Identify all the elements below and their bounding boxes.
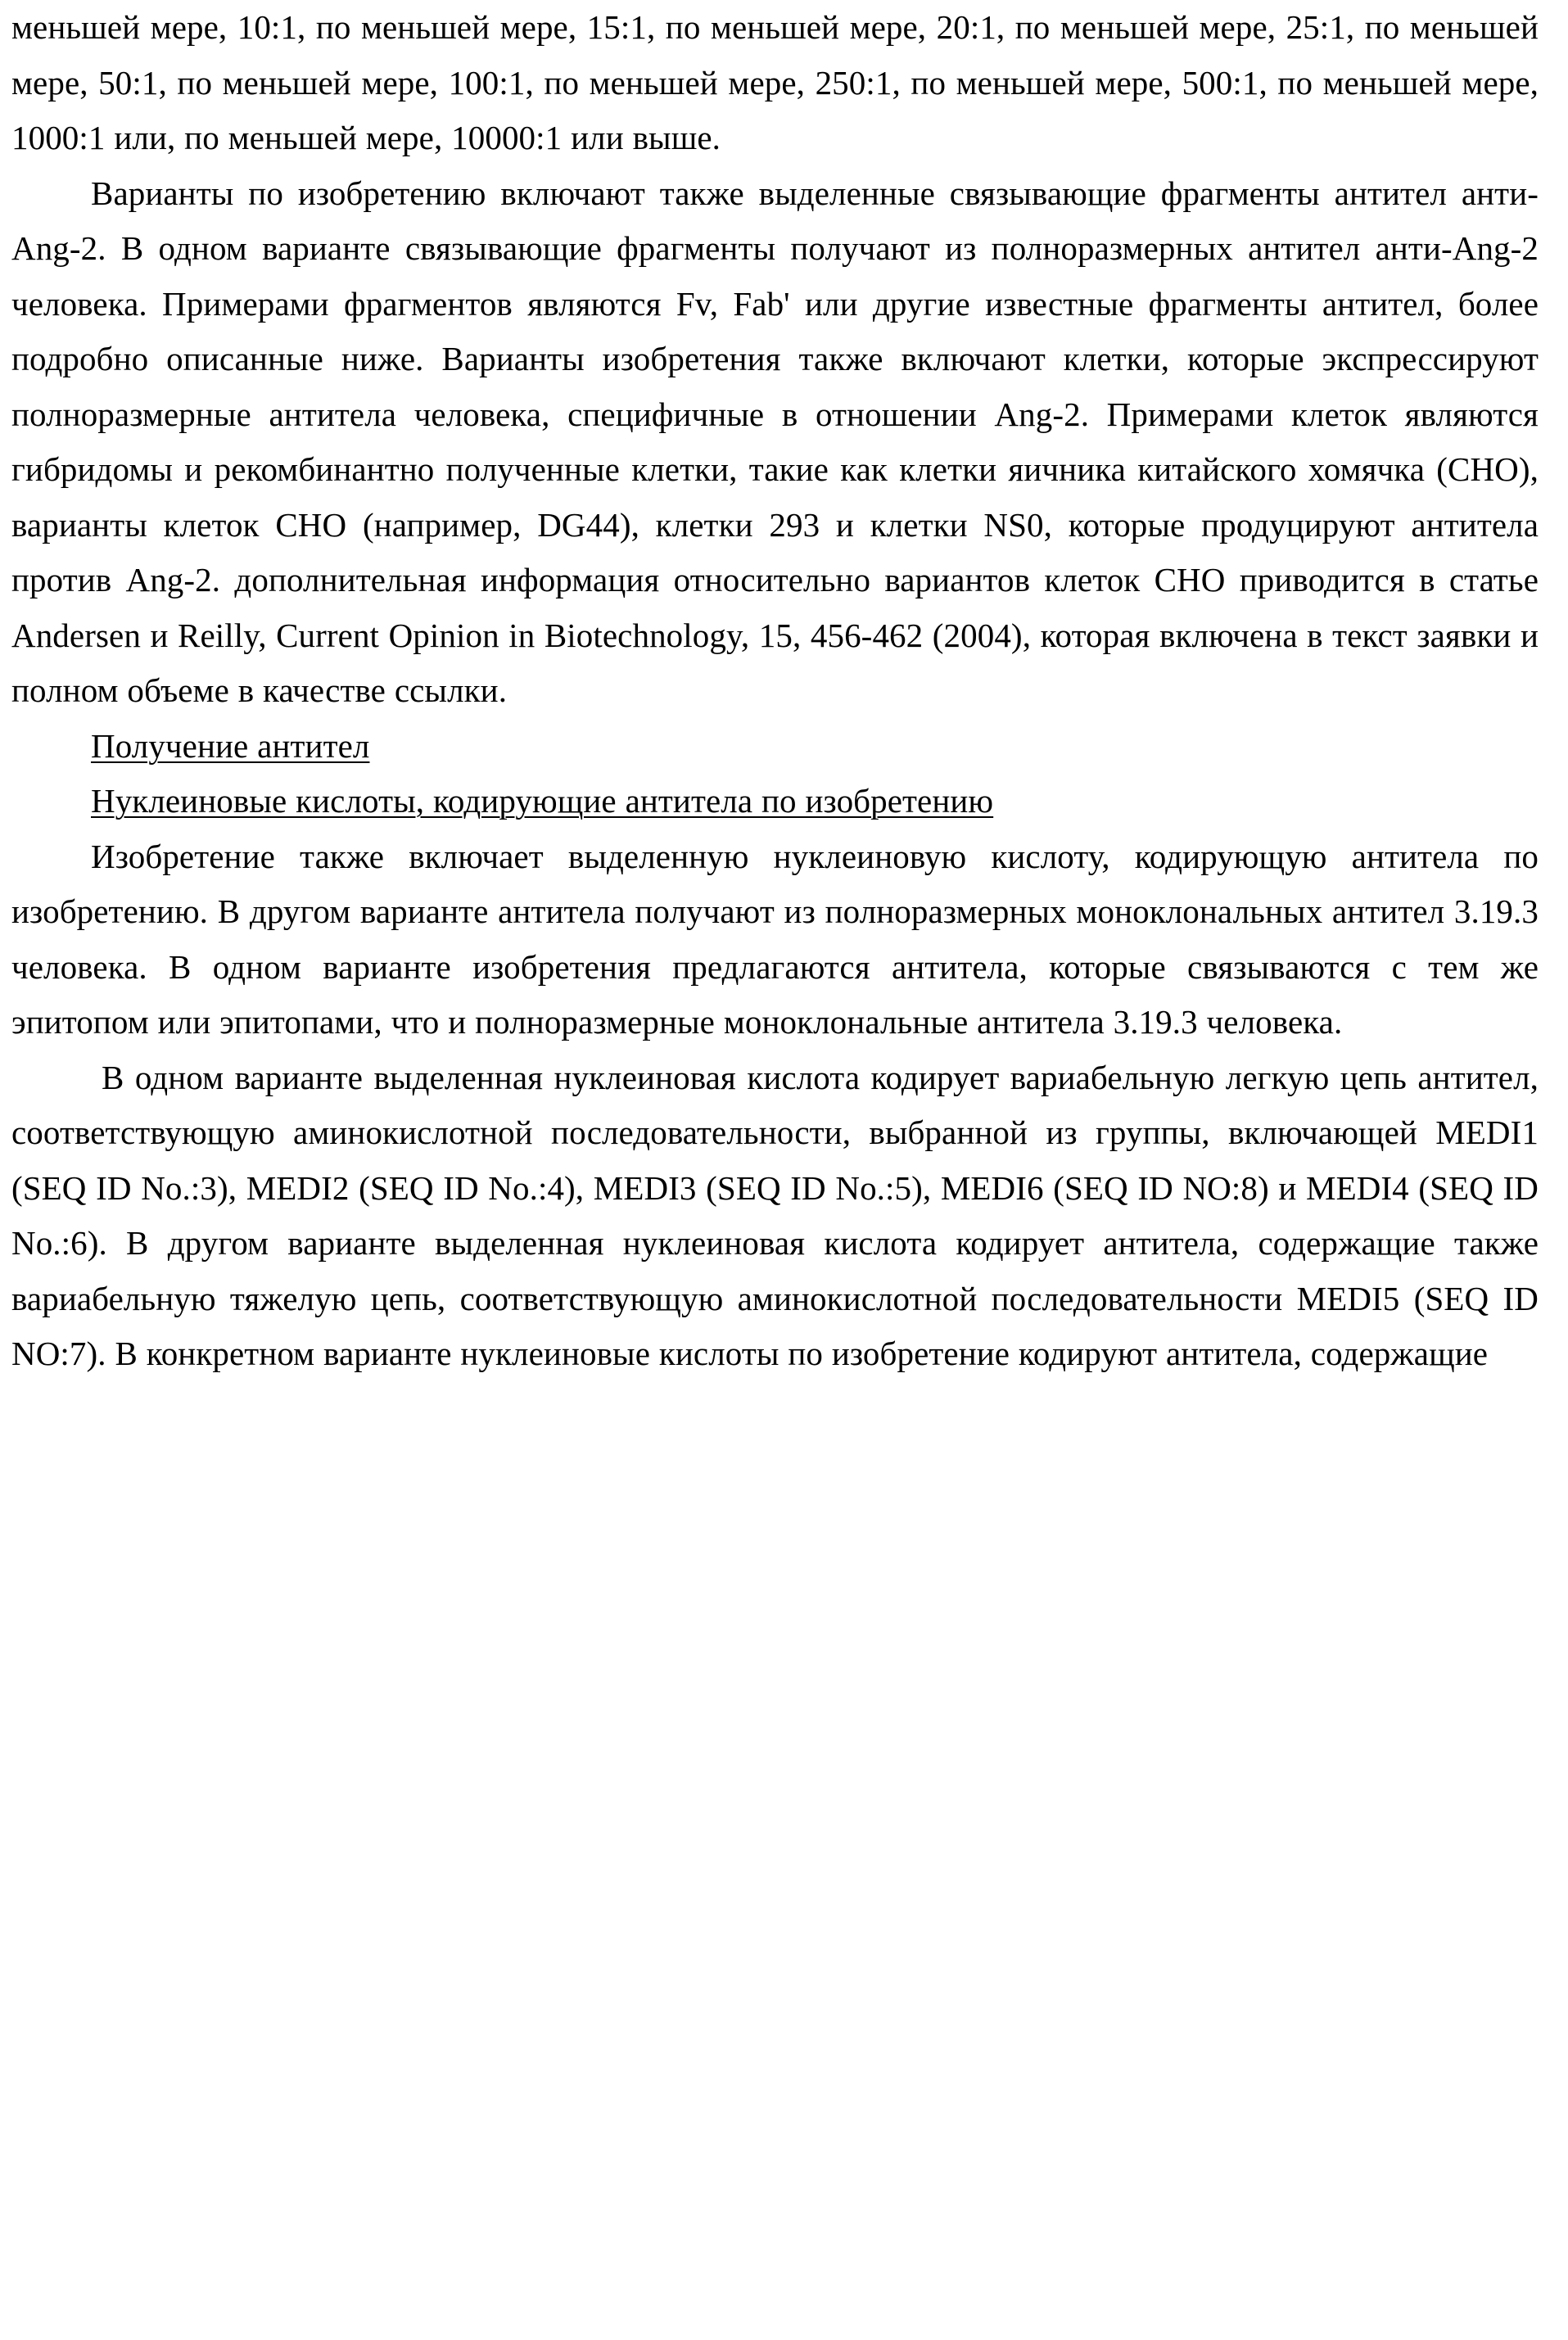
- paragraph-ratios: меньшей мере, 10:1, по меньшей мере, 15:1, по меньшей мере, 20:1, по меньшей мере, 25:1, по меньшей мере, 50:1, по меньшей мере, 100:1, по меньшей мере, 250:1, по меньшей мере, 500:1, по меньшей мере, 1000:1 или, по меньшей мере, 10000:1 или выше.: [11, 8, 1539, 156]
- paragraph-binding-fragments: Варианты по изобретению включают также выделенные связывающие фрагменты антител анти-Ang-2. В одном варианте связывающие фрагменты получают из полноразмерных антител анти-Ang-2 человека. Примерами фрагментов являются Fv, Fab' или другие известные фрагменты антител, более подробно описанные ниже. Варианты изобретения также включают клетки, которые экспрессируют полноразмерные антитела человека, специфичные в отношении Ang-2. Примерами клеток являются гибридомы и рекомбинантно полученные клетки, такие как клетки яичника китайского хомячка (CHO), варианты клеток CHO (например, DG44), клетки 293 и клетки NS0, которые продуцируют антитела против Ang-2. дополнительная информация относительно вариантов клеток CHO приводится в статье Andersen и Reilly, Current Opinion in Biotechnology, 15, 456-462 (2004), которая включена в текст заявки и полном объеме в качестве ссылки.: [11, 174, 1539, 709]
- document-body: [11, 0, 1539, 1382]
- heading-nucleic-acids-label: Нуклеиновые кислоты, кодирующие антитела по изобретению: [91, 782, 994, 820]
- paragraph-seq-ids: В одном варианте выделенная нуклеиновая кислота кодирует вариабельную легкую цепь антител, соответствующую аминокислотной последовательности, выбранной из группы, включающей MEDI1 (SEQ ID No.:3), MEDI2 (SEQ ID No.:4), MEDI3 (SEQ ID No.:5), MEDI6 (SEQ ID NO:8) и MEDI4 (SEQ ID No.:6). В другом варианте выделенная нуклеиновая кислота кодирует антитела, содержащие также вариабельную тяжелую цепь, соответствующую аминокислотной последовательности MEDI5 (SEQ ID NO:7). В конкретном варианте нуклеиновые кислоты по изобретение кодируют антитела, содержащие: [11, 1058, 1539, 1372]
- heading-antibody-production-label: Получение антител: [91, 726, 370, 765]
- heading-antibody-production: [11, 719, 1539, 775]
- heading-nucleic-acids: [11, 774, 1539, 829]
- paragraph-nucleic-acid: Изобретение также включает выделенную нуклеиновую кислоту, кодирующую антитела по изобретению. В другом варианте антитела получают из полноразмерных моноклональных антител 3.19.3 человека. В одном варианте изобретения предлагаются антитела, которые связываются с тем же эпитопом или эпитопами, что и полноразмерные моноклональные антитела 3.19.3 человека.: [11, 837, 1539, 1041]
